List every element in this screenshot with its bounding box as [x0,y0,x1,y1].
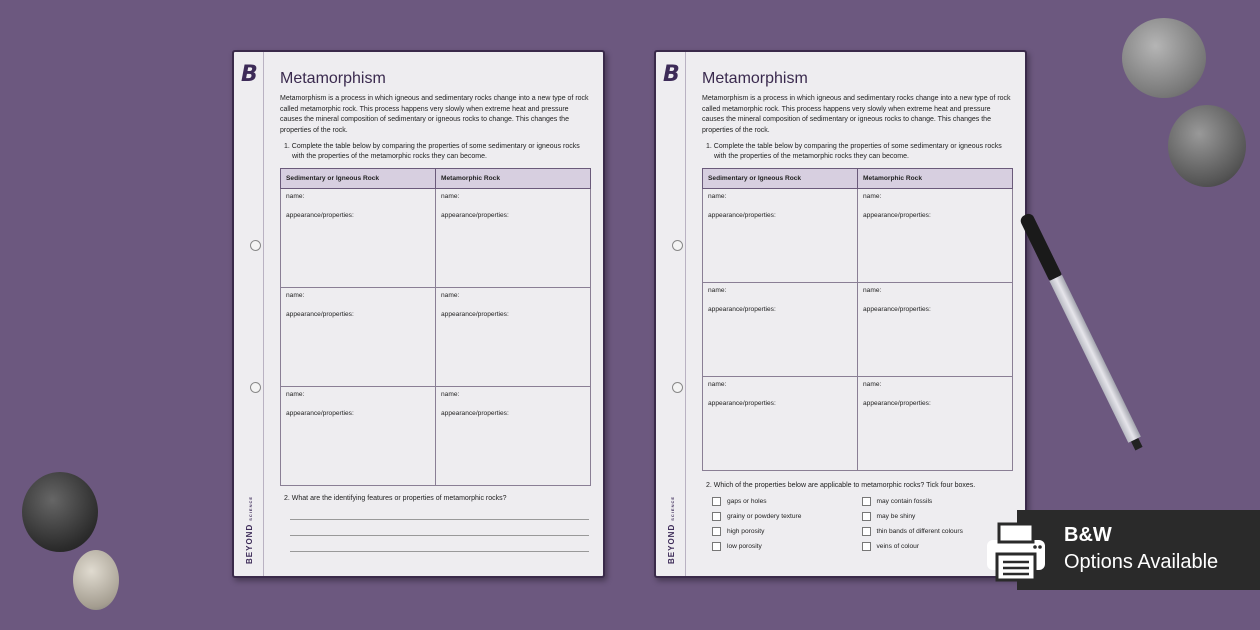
brand-label: BEYONDSCIENCE [245,495,254,564]
name-label: name: [286,391,305,398]
checkbox-list [712,497,1011,551]
table-cell[interactable] [281,189,436,288]
column-header: Sedimentary or Igneous Rock [281,169,436,189]
logo: B [241,62,258,87]
question-1: 1. Complete the table below by comparing the properties of some sedimentary or igneous rocks with the properties of the metamorphic rocks they can become. [706,143,1002,160]
properties-label: appearance/properties: [441,212,509,219]
table-cell[interactable] [703,377,858,471]
table-cell[interactable] [858,189,1013,283]
checkbox[interactable] [712,542,721,551]
table-cell[interactable] [436,288,591,387]
banner-title: B&W [1064,524,1112,546]
table-cell[interactable] [858,283,1013,377]
table-cell[interactable] [703,189,858,283]
banner-subtitle: Options Available [1064,551,1219,573]
option-label: may contain fossils [876,498,933,505]
properties-label: appearance/properties: [441,410,509,417]
checkbox[interactable] [862,527,871,536]
table-header-row [281,169,591,189]
intro-text: Metamorphism is a process in which igneous and sedimentary rocks change into a new type of rock called metamorphic rock. This process happens very slowly when extreme heat and pressure causes the mineral composition of sedimentary or igneous rocks to change. This changes the properties of the rock. [702,95,1011,134]
properties-label: appearance/properties: [708,306,776,313]
option-label: thin bands of different colours [876,528,963,535]
properties-label: appearance/properties: [286,212,354,219]
name-label: name: [708,193,727,200]
table-row [703,283,1013,377]
option-label: gaps or holes [727,498,767,505]
name-label: name: [863,381,882,388]
name-label: name: [441,193,460,200]
properties-label: appearance/properties: [441,311,509,318]
rock [22,472,98,552]
table-cell[interactable] [281,387,436,486]
table-cell[interactable] [436,387,591,486]
checkbox-option[interactable] [712,542,862,551]
printer-icon [983,518,1049,584]
name-label: name: [441,292,460,299]
option-label: may be shiny [876,513,916,520]
properties-label: appearance/properties: [286,410,354,417]
pen [1019,212,1146,452]
answer-lines [280,504,589,552]
question-1: 1. Complete the table below by comparing the properties of some sedimentary or igneous rocks with the properties of the metamorphic rocks they can become. [284,143,580,160]
table-row [703,189,1013,283]
column-header: Metamorphic Rock [436,169,591,189]
table-row [281,189,591,288]
name-label: name: [441,391,460,398]
checkbox-option[interactable] [862,497,1012,506]
name-label: name: [708,287,727,294]
punch-hole [672,382,683,393]
table-cell[interactable] [436,189,591,288]
comparison-table [280,168,591,486]
worksheet-right [654,50,1027,578]
option-label: high porosity [727,528,765,535]
checkbox[interactable] [862,512,871,521]
comparison-table [702,168,1013,471]
checkbox[interactable] [712,527,721,536]
column-header: Sedimentary or Igneous Rock [703,169,858,189]
properties-label: appearance/properties: [286,311,354,318]
checkbox-option[interactable] [712,497,862,506]
worksheet-title: Metamorphism [702,70,808,87]
checkbox[interactable] [712,497,721,506]
bw-options-banner [1017,510,1260,590]
properties-label: appearance/properties: [708,212,776,219]
binding-rail [656,52,686,576]
checkbox-option[interactable] [712,512,862,521]
table-cell[interactable] [703,283,858,377]
rock [1168,105,1246,187]
properties-label: appearance/properties: [863,400,931,407]
table-row [703,377,1013,471]
properties-label: appearance/properties: [863,212,931,219]
rock [73,550,119,610]
name-label: name: [863,193,882,200]
table-cell[interactable] [858,377,1013,471]
option-label: low porosity [727,543,762,550]
punch-hole [250,240,261,251]
worksheet-title: Metamorphism [280,70,386,87]
properties-label: appearance/properties: [863,306,931,313]
punch-hole [250,382,261,393]
option-label: veins of colour [876,543,920,550]
binding-rail [234,52,264,576]
table-row [281,387,591,486]
name-label: name: [863,287,882,294]
worksheet-left [232,50,605,578]
name-label: name: [286,292,305,299]
brand-label: BEYONDSCIENCE [667,495,676,564]
column-header: Metamorphic Rock [858,169,1013,189]
checkbox-option[interactable] [712,527,862,536]
checkbox[interactable] [862,542,871,551]
table-cell[interactable] [281,288,436,387]
option-label: grainy or powdery texture [727,513,802,520]
table-row [281,288,591,387]
checkbox[interactable] [862,497,871,506]
intro-text: Metamorphism is a process in which igneous and sedimentary rocks change into a new type of rock called metamorphic rock. This process happens very slowly when extreme heat and pressure causes the mineral composition of sedimentary or igneous rocks to change. This changes the properties of the rock. [280,95,589,134]
punch-hole [672,240,683,251]
question-2: 2. Which of the properties below are applicable to metamorphic rocks? Tick four boxes. [706,482,976,489]
checkbox[interactable] [712,512,721,521]
question-2: 2. What are the identifying features or properties of metamorphic rocks? [284,495,507,502]
name-label: name: [286,193,305,200]
properties-label: appearance/properties: [708,400,776,407]
table-header-row [703,169,1013,189]
rock [1122,18,1206,98]
logo: B [663,62,680,87]
name-label: name: [708,381,727,388]
